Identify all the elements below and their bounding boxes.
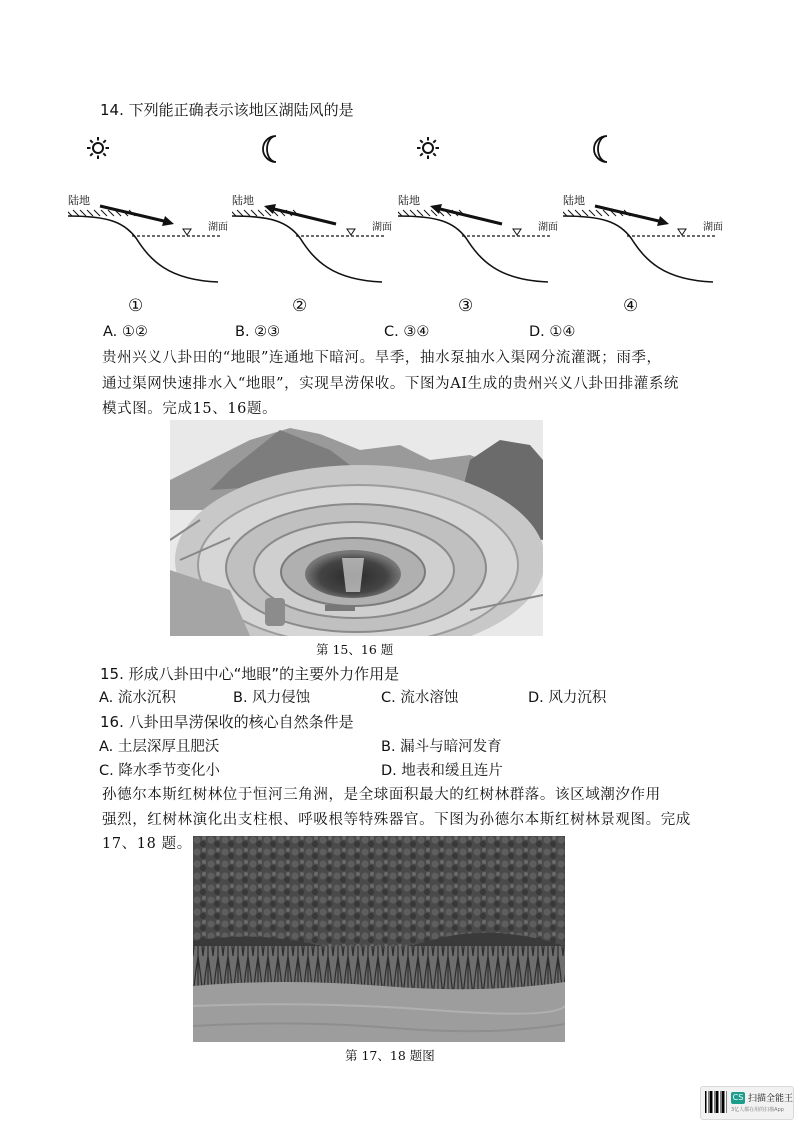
q16-option-a: A. 土层深厚且肥沃 <box>99 739 220 755</box>
water-level-icon <box>183 229 191 235</box>
intro2-line3: 17、18 题。 <box>102 836 192 852</box>
scanner-app-name: 扫描全能王 <box>748 1094 794 1104</box>
fig2-caption: 第 17、18 题图 <box>345 1048 435 1063</box>
q14-option-b: B. ②③ <box>235 324 281 340</box>
q15-stem: 15. 形成八卦田中心“地眼”的主要外力作用是 <box>100 665 400 683</box>
q14-option-d: D. ①④ <box>529 324 576 340</box>
diagram-number: ③ <box>458 296 474 316</box>
moon-icon <box>594 136 607 162</box>
intro1-line2: 通过渠网快速排水入“地眼”，实现旱涝保收。下图为AI生成的贵州兴义八卦田排灌系统 <box>102 376 680 392</box>
diagram-number: ② <box>292 296 308 316</box>
lake-label: 湖面 <box>372 222 392 233</box>
intro2-line2: 强烈，红树林演化出支柱根、呼吸根等特殊器官。下图为孙德尔本斯红树林景观图。完成 <box>102 812 691 828</box>
land-slope <box>68 210 218 282</box>
q16-option-c: C. 降水季节变化小 <box>99 763 220 779</box>
q15-option-c: C. 流水溶蚀 <box>381 690 459 706</box>
wind-arrow-land-to-lake <box>595 206 669 226</box>
diagram-number: ① <box>128 296 144 316</box>
water-level-icon <box>347 229 355 235</box>
q15-option-d: D. 风力沉积 <box>528 690 607 706</box>
qr-code-icon <box>705 1091 727 1113</box>
diagram-number: ④ <box>623 296 639 316</box>
q16-stem: 16. 八卦田旱涝保收的核心自然条件是 <box>100 713 354 731</box>
q14-option-a: A. ①② <box>103 324 148 340</box>
land-slope <box>563 210 713 282</box>
karst-field-image <box>170 420 543 636</box>
water-level-icon <box>513 229 521 235</box>
intro1-line1: 贵州兴义八卦田的“地眼”连通地下暗河。旱季，抽水泵抽水入渠网分流灌溉；雨季， <box>102 350 662 366</box>
lake-label: 湖面 <box>703 222 723 233</box>
scanner-app-slogan: 3亿人都在用的扫描App <box>731 1107 784 1113</box>
fig1-caption: 第 15、16 题 <box>316 642 394 657</box>
intro2-line1: 孙德尔本斯红树林位于恒河三角洲，是全球面积最大的红树林群落。该区域潮汐作用 <box>102 787 661 803</box>
q14-option-c: C. ③④ <box>384 324 430 340</box>
water-level-icon <box>678 229 686 235</box>
q16-option-d: D. 地表和缓且连片 <box>381 763 503 779</box>
land-slope <box>232 210 382 282</box>
land-label: 陆地 <box>398 194 420 207</box>
land-slope <box>398 210 548 282</box>
wind-arrow-land-to-lake <box>100 206 174 226</box>
land-label: 陆地 <box>232 194 254 207</box>
q16-option-b: B. 漏斗与暗河发育 <box>381 739 502 755</box>
sun-icon <box>417 137 439 159</box>
q14-stem: 14. 下列能正确表示该地区湖陆风的是 <box>100 101 354 119</box>
camscanner-logo: CS <box>732 1093 744 1102</box>
breeze-diagram-2 <box>232 130 402 330</box>
land-label: 陆地 <box>68 194 90 207</box>
q15-option-b: B. 风力侵蚀 <box>233 690 311 706</box>
q15-option-a: A. 流水沉积 <box>99 690 176 706</box>
breeze-diagram-1 <box>68 130 238 330</box>
land-label: 陆地 <box>563 194 585 207</box>
breeze-diagram-3 <box>398 130 568 330</box>
intro1-line3: 模式图。完成15、16题。 <box>102 401 278 417</box>
scanner-watermark <box>700 1086 794 1120</box>
sun-icon <box>87 137 109 159</box>
mangrove-image <box>193 836 565 1042</box>
lake-label: 湖面 <box>208 222 228 233</box>
breeze-diagram-4 <box>563 130 733 330</box>
moon-icon <box>263 136 276 162</box>
lake-label: 湖面 <box>538 222 558 233</box>
